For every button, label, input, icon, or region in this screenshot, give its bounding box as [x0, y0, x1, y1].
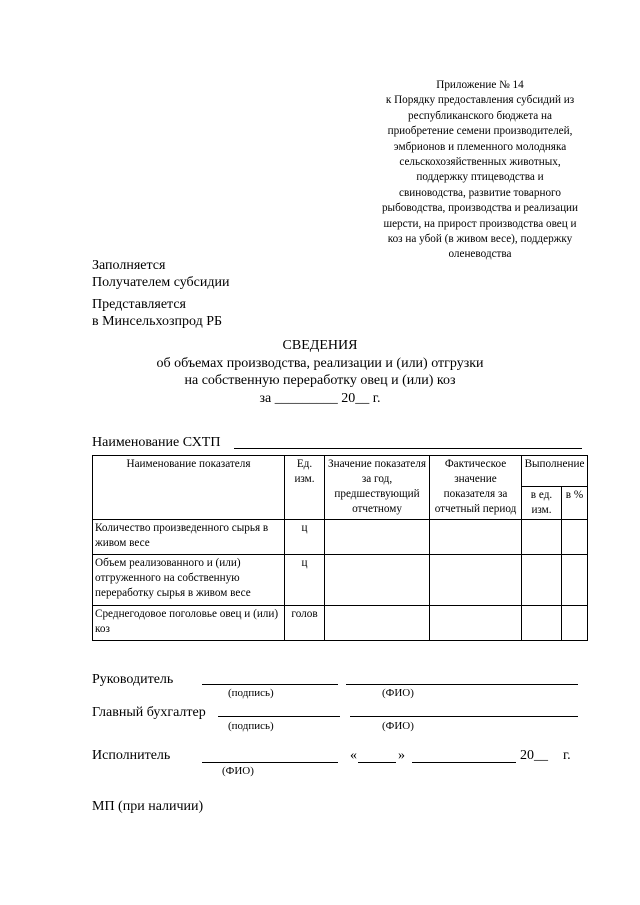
cell-prev-year[interactable] [325, 606, 430, 641]
fill-note-line2: Получателем субсидии [92, 275, 230, 290]
document-title [0, 337, 640, 407]
appendix-line: поддержку птицеводства и [416, 171, 544, 184]
date-suffix: г. [563, 748, 571, 763]
appendix-line: коз на убой (в живом весе), поддержку [387, 233, 573, 246]
title-line1: об объемах производства, реализации и (или) отгрузки [156, 355, 484, 371]
date-close-quote: » [398, 748, 405, 763]
head-signature-hint: (подпись) [228, 687, 274, 699]
header-in-units: в ед. изм. [522, 487, 562, 520]
header-indicator: Наименование показателя [93, 456, 285, 520]
row-unit: ц [285, 520, 325, 555]
accountant-signature-field[interactable] [218, 716, 340, 717]
period-prefix: за [259, 390, 272, 406]
submit-note-line1: Представляется [92, 297, 186, 312]
cell-in-units[interactable] [522, 520, 562, 555]
date-day-field[interactable] [358, 762, 396, 763]
appendix-line: оленеводства [448, 248, 512, 261]
row-unit: ц [285, 555, 325, 606]
period-blank[interactable]: _________ [274, 390, 338, 406]
fill-note-line1: Заполняется [92, 258, 166, 273]
table-header-row [93, 456, 588, 487]
accountant-label: Главный бухгалтер [92, 705, 206, 720]
header-completion: Выполнение [522, 456, 588, 487]
accountant-name-field[interactable] [350, 716, 578, 717]
appendix-line: шерсти, на прирост производства овец и [383, 217, 577, 230]
cell-actual[interactable] [430, 520, 522, 555]
cell-prev-year[interactable] [325, 555, 430, 606]
period-year: 20__ г. [341, 390, 381, 406]
production-table [92, 455, 588, 641]
appendix-header [345, 78, 615, 263]
cell-in-percent[interactable] [562, 520, 588, 555]
head-name-hint: (ФИО) [382, 687, 414, 699]
row-unit: голов [285, 606, 325, 641]
head-signature-field[interactable] [202, 684, 338, 685]
accountant-signature-hint: (подпись) [228, 720, 274, 732]
row-name: Объем реализованного и (или) отгруженного на собственную переработку сырья в живом весе [93, 555, 285, 606]
row-name: Количество произведенного сырья в живом весе [93, 520, 285, 555]
stamp-label: МП (при наличии) [92, 799, 204, 814]
cell-actual[interactable] [430, 606, 522, 641]
cell-in-percent[interactable] [562, 606, 588, 641]
cell-in-units[interactable] [522, 606, 562, 641]
fill-note [92, 257, 229, 291]
date-month-field[interactable] [412, 762, 516, 763]
head-label: Руководитель [92, 672, 174, 687]
head-name-field[interactable] [346, 684, 578, 685]
appendix-line: эмбрионов и племенного молодняка [393, 140, 567, 153]
appendix-line: приобретение семени производителей, [387, 125, 573, 138]
executor-name-field[interactable] [202, 762, 338, 763]
executor-name-hint: (ФИО) [222, 765, 254, 777]
table-row [93, 606, 588, 641]
appendix-line: республиканского бюджета на [407, 109, 553, 122]
appendix-line: рыбоводства, производства и реализации [381, 202, 579, 215]
submit-note-line2: в Минсельхозпрод РБ [92, 314, 223, 329]
title-heading: СВЕДЕНИЯ [282, 338, 358, 353]
submit-note [92, 296, 222, 330]
cell-actual[interactable] [430, 555, 522, 606]
org-name-field[interactable] [234, 448, 582, 449]
row-name: Среднегодовое поголовье овец и (или) коз [93, 606, 285, 641]
cell-in-percent[interactable] [562, 555, 588, 606]
table-row [93, 555, 588, 606]
appendix-line: свиноводства, развитие товарного [399, 186, 561, 199]
cell-prev-year[interactable] [325, 520, 430, 555]
appendix-line: сельскохозяйственных животных, [399, 156, 561, 169]
table-row [93, 520, 588, 555]
title-period [0, 390, 640, 408]
executor-label: Исполнитель [92, 748, 171, 763]
date-open-quote: « [350, 748, 357, 763]
title-line2: на собственную переработку овец и (или) коз [184, 373, 456, 388]
cell-in-units[interactable] [522, 555, 562, 606]
accountant-name-hint: (ФИО) [382, 720, 414, 732]
appendix-line: к Порядку предоставления субсидий из [385, 94, 575, 107]
appendix-line: Приложение № 14 [436, 79, 524, 91]
header-prev-year: Значение показателя за год, предшествующий отчетному [325, 456, 430, 520]
header-in-percent: в % [562, 487, 588, 520]
header-unit: Ед. изм. [285, 456, 325, 520]
header-actual: Фактическое значение показателя за отчетный период [430, 456, 522, 520]
date-year[interactable]: 20__ [520, 748, 548, 763]
org-name-label: Наименование СХТП [92, 435, 221, 450]
